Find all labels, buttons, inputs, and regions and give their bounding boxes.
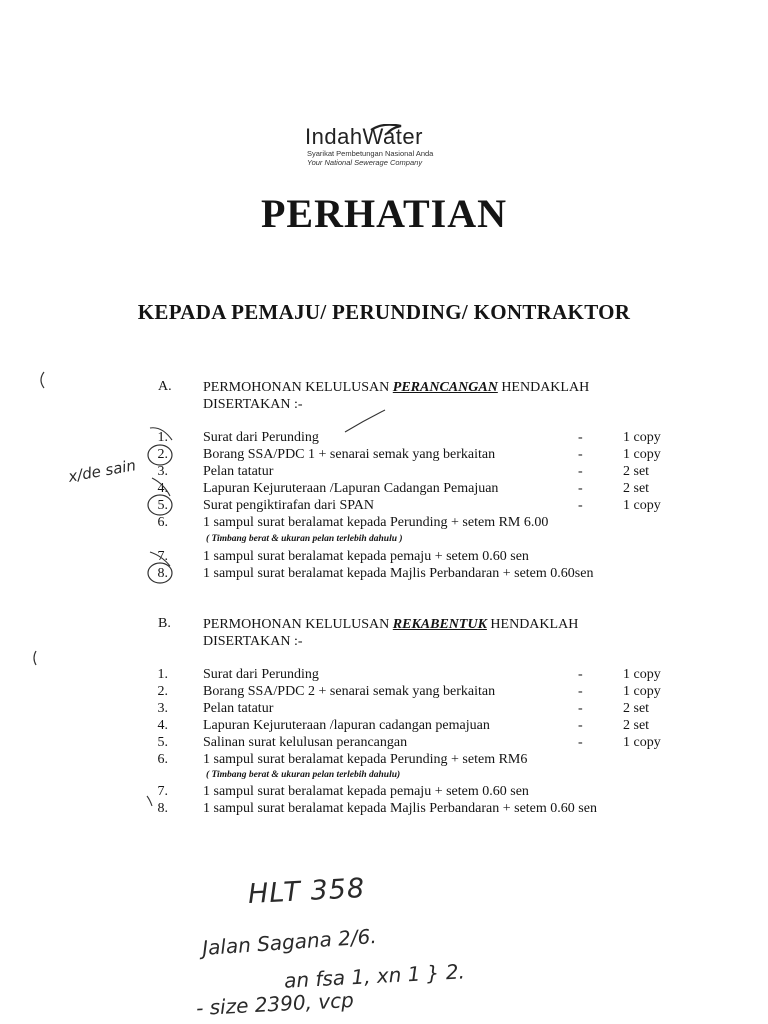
section-b-item-5-dash: - [578,735,583,750]
section-a-item-3-number: 3. [157,464,168,479]
section-a-item-2-text: Borang SSA/PDC 1 + senarai semak yang berkaitan [203,447,496,462]
circle-mark-a2 [148,445,172,465]
section-b-item-4-qty: 2 set [623,718,650,733]
section-a-item-4-dash: - [578,481,583,496]
pen-mark-stroke [345,410,385,432]
section-a-item-8-number: 8. [157,566,168,581]
pen-mark-a4 [152,478,170,496]
pen-mark-b8 [147,796,152,806]
pen-mark-a1 [150,428,172,440]
section-b-heading-start: PERMOHONAN KELULUSAN [203,617,393,632]
page-title: PERHATIAN [260,191,508,236]
section-a-item-1-dash: - [578,430,583,445]
handwritten-line-4: - size 2390, vcp [195,987,355,1021]
section-a-item-1-text: Surat dari Perunding [203,430,319,445]
section-a-item-8-text: 1 sampul surat beralamat kepada Majlis Perbandaran + setem 0.60sen [203,566,594,581]
logo-tagline-english: Your National Sewerage Company [307,158,423,167]
section-b-item-6-number: 6. [157,752,168,767]
section-a-item-7-number: 7. [157,549,168,564]
section-b-note: ( Timbang berat & ukuran pelan terlebih dahulu) [206,770,401,780]
section-b-item-2-number: 2. [157,684,168,699]
section-a-item-1-qty: 1 copy [623,430,661,445]
section-b-item-1-dash: - [578,667,583,682]
section-b-item-4-text: Lapuran Kejuruteraan /lapuran cadangan pemajuan [203,718,490,733]
section-b-item-4-number: 4. [157,718,168,733]
section-a-item-6-text: 1 sampul surat beralamat kepada Perunding + setem RM 6.00 [203,515,549,530]
section-b-item-8-text: 1 sampul surat beralamat kepada Majlis Perbandaran + setem 0.60 sen [203,801,597,816]
section-a-item-7-text: 1 sampul surat beralamat kepada pemaju + setem 0.60 sen [203,549,529,564]
section-a-item-4-number: 4. [157,481,168,496]
section-b-item-5-number: 5. [157,735,168,750]
section-b-item-3-text: Pelan tatatur [203,701,274,716]
section-a-heading-end: HENDAKLAH DISERTAKAN :- [203,380,590,412]
section-a-item-3-text: Pelan tatatur [203,464,274,479]
section-a-item-2-qty: 1 copy [623,447,661,462]
logo-wordmark: IndahWater [305,124,423,149]
section-b-item-3-qty: 2 set [623,701,650,716]
section-a-note: ( Timbang berat & ukuran pelan terlebih dahulu ) [206,534,403,544]
section-b-item-8-number: 8. [157,801,168,816]
section-b-item-2-qty: 1 copy [623,684,661,699]
section-a-item-1-number: 1. [157,430,168,445]
logo-tagline-malay: Syarikat Pembetungan Nasional Anda [307,149,434,158]
handwritten-margin-note: x/de sain [66,456,138,486]
page-subtitle: KEPADA PEMAJU/ PERUNDING/ KONTRAKTOR [137,300,631,324]
pen-mark-arc-left-1 [41,372,44,388]
section-b-item-1-text: Surat dari Perunding [203,667,319,682]
section-a-item-2-dash: - [578,447,583,462]
section-b-item-7-text: 1 sampul surat beralamat kepada pemaju + setem 0.60 sen [203,784,529,799]
section-b-item-5-text: Salinan surat kelulusan perancangan [203,735,408,750]
section-a-item-5-dash: - [578,498,583,513]
handwritten-reference: HLT 358 [247,872,366,911]
section-a-item-2-number: 2. [157,447,168,462]
section-b-item-1-number: 1. [157,667,168,682]
section-b-item-7-number: 7. [157,784,168,799]
section-b-heading-emphasis: REKABENTUK [392,617,487,632]
section-a-item-5-qty: 1 copy [623,498,661,513]
section-b-item-6-text: 1 sampul surat beralamat kepada Perunding + setem RM6 [203,752,528,767]
section-a-item-5-number: 5. [157,498,168,513]
handwritten-line-3: an fsa 1, xn 1 } 2. [283,959,466,993]
section-a-heading-emphasis: PERANCANGAN [392,380,498,395]
circle-mark-a5 [148,495,172,515]
section-a-item-5-text: Surat pengiktirafan dari SPAN [203,498,374,513]
section-a-item-4-text: Lapuran Kejuruteraan /Lapuran Cadangan Pemajuan [203,481,499,496]
section-a-heading-start: PERMOHONAN KELULUSAN [203,380,393,395]
section-b-item-3-number: 3. [157,701,168,716]
section-a-item-3-dash: - [578,464,583,479]
section-a-item-6-number: 6. [157,515,168,530]
section-b-item-3-dash: - [578,701,583,716]
section-b-heading-end: HENDAKLAH DISERTAKAN :- [203,617,579,649]
section-b-item-1-qty: 1 copy [623,667,661,682]
handwritten-line-2: Jalan Sagana 2/6. [201,923,378,961]
section-a-letter: A. [158,379,172,394]
section-b-item-2-dash: - [578,684,583,699]
section-b-item-5-qty: 1 copy [623,735,661,750]
section-a-item-4-qty: 2 set [623,481,650,496]
pen-mark-arc-left-2 [34,651,36,665]
circle-mark-a8 [148,563,172,583]
pen-mark-a7 [150,552,170,566]
section-b-item-2-text: Borang SSA/PDC 2 + senarai semak yang berkaitan [203,684,496,699]
section-b-item-4-dash: - [578,718,583,733]
section-a-item-3-qty: 2 set [623,464,650,479]
section-b-letter: B. [158,616,171,631]
